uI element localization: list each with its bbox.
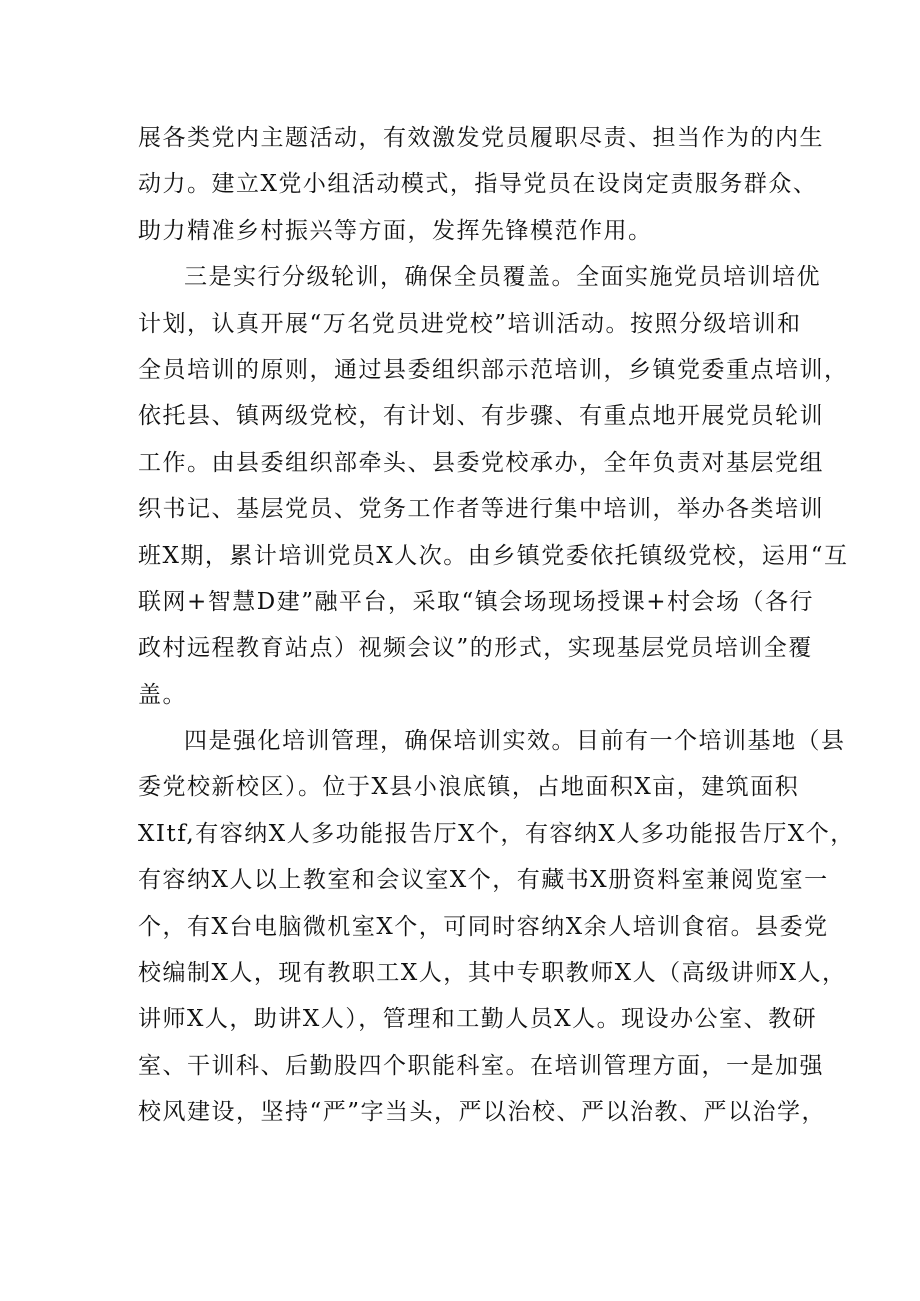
text-line: 工作。由县委组织部牵头、县委党校承办，全年负责对基层党组: [138, 449, 824, 476]
text-line: 全员培训的原则，通过县委组织部示范培训，乡镇党委重点培训，: [138, 356, 849, 383]
text-line: 依托县、镇两级党校，有计划、有步骤、有重点地开展党员轮训: [138, 403, 824, 430]
text-line: 校编制X人，现有教职工X人，其中专职教师X人（高级讲师X人，: [138, 960, 847, 987]
text-line: 联网+智慧D建”融平台，采取“镇会场现场授课+村会场（各行: [138, 588, 814, 615]
text-line: 班X期，累计培训党员X人次。由乡镇党委依托镇级党校，运用“互: [138, 542, 849, 569]
text-line: 政村远程教育站点）视频会议”的形式，实现基层党员培训全覆: [138, 635, 813, 662]
paragraph-start-line: 四是强化培训管理，确保培训实效。目前有一个培训基地（县: [184, 728, 846, 755]
text-line: 个，有X台电脑微机室X个，可同时容纳X余人培训食宿。县委党: [138, 913, 829, 940]
text-line: 动力。建立X党小组活动模式，指导党员在设岗定责服务群众、: [138, 171, 818, 198]
text-line: 校风建设，坚持“严”字当头，严以治校、严以治教、严以治学，: [138, 1099, 827, 1126]
text-line: 委党校新校区）。位于X县小浪底镇，占地面积X亩，建筑面积: [138, 774, 800, 801]
text-line: 助力精准乡村振兴等方面，发挥先锋模范作用。: [138, 217, 653, 244]
text-line: 室、干训科、后勤股四个职能科室。在培训管理方面，一是加强: [138, 1052, 824, 1079]
text-line: 计划，认真开展“万名党员进党校”培训活动。按照分级培训和: [138, 310, 802, 337]
text-line: 讲师X人，助讲X人），管理和工勤人员X人。现设办公室、教研: [138, 1006, 818, 1033]
text-line: 展各类党内主题活动，有效激发党员履职尽责、担当作为的内生: [138, 125, 824, 151]
paragraph-start-line: 三是实行分级轮训，确保全员覆盖。全面实施党员培训培优: [184, 264, 821, 291]
text-line: 盖。: [138, 681, 187, 708]
body-text: [138, 115, 855, 1136]
text-line: 有容纳X人以上教室和会议室X个，有藏书X册资料室兼阅览室一: [138, 867, 829, 894]
text-line: 织书记、基层党员、党务工作者等进行集中培训，举办各类培训: [138, 496, 824, 523]
text-line: XItf,有容纳X人多功能报告厅X个，有容纳X人多功能报告厅X个，: [138, 820, 855, 847]
